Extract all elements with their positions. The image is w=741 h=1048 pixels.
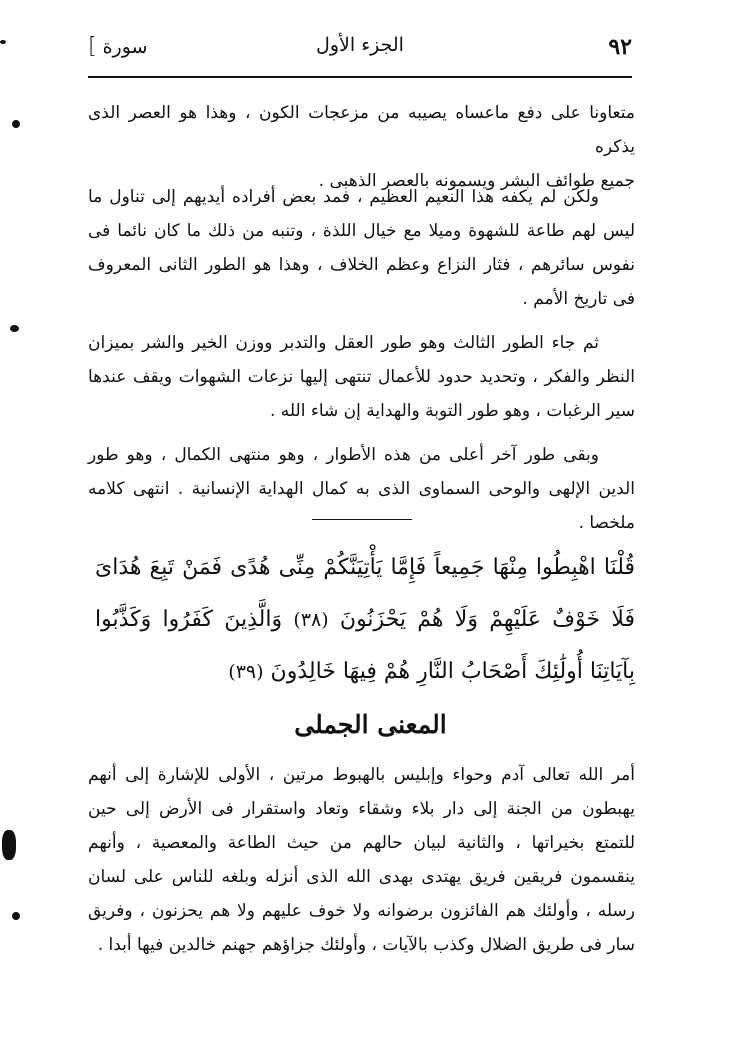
commentary-paragraph-1: ولكن لم يكفه هذا النعيم العظيم ، فمد بعض أفراده أيديهم إلى تناول ما ليس لهم طاعة للشهوة وميلا مع خيال اللذة ، وتنبه من ذلك ما كان نائما فى نفوس سائرهم ، فثار النزاع وعظم الخلاف ، وهذا هو الطور الثانى المعروف فى تاريخ الأمم . [88, 187, 635, 309]
quran-verses [95, 542, 635, 698]
verse-39: وَالَّذِينَ كَفَرُوا وَكَذَّبُوا بِآيَاتِنَا أُولَٰئِكَ أَصْحَابُ النَّارِ هُمْ فِيهَا خَالِدُونَ [95, 607, 635, 684]
page-number: ٩٢ [608, 34, 632, 60]
meaning-text [88, 758, 635, 962]
surah-label-text: سورة [102, 36, 148, 58]
header-rule [88, 76, 632, 78]
commentary-text [88, 180, 635, 540]
section-title: المعنى الجملى [294, 710, 447, 739]
intro-line-1: متعاونا على دفع ماعساه يصيبه من مزعجات الكون ، وهذا هو العصر الذى يذكره [88, 103, 635, 157]
scan-mark [2, 830, 16, 860]
scan-mark [12, 120, 20, 128]
intro-line-2: جميع طوائف البشر ويسمونه بالعصر الذهبى . [318, 171, 635, 191]
scan-mark [0, 40, 6, 44]
scan-mark [10, 325, 19, 332]
bracket-glyph: ] [88, 34, 97, 59]
surah-label [88, 34, 147, 59]
commentary-paragraph-2: ثم جاء الطور الثالث وهو طور العقل والتدبر ووزن الخير والشر بميزان النظر والفكر ، وتحديد حدود للأعمال تنتهى إليها نزعات الشهوات ويقف عندها سير الرغبات ، وهو طور التوبة والهداية إن شاء الله . [88, 333, 635, 421]
commentary-paragraph-3: وبقى طور آخر أعلى من هذه الأطوار ، وهو منتهى الكمال ، وهو طور الدين الإلهى والوحى السماوى الذى به كمال الهداية الإنسانية . انتهى كلامه ملخصا . [88, 445, 635, 533]
part-title: الجزء الأول [316, 34, 404, 56]
scan-mark [12, 912, 20, 920]
verse-38: قُلْنَا اهْبِطُوا مِنْهَا جَمِيعاً فَإِمَّا يَأْتِيَنَّكُمْ مِنِّى هُدًى فَمَنْ تَبِعَ هُدَاىَ فَلَا خَوْفٌ عَلَيْهِمْ وَلَا هُمْ يَحْزَنُونَ [95, 555, 635, 632]
section-divider [312, 519, 412, 520]
meaning-paragraph: أمر الله تعالى آدم وحواء وإبليس بالهبوط مرتين ، الأولى للإشارة إلى أنهم يهبطون من الجنة إلى دار بلاء وشقاء وتعاد واستقرار فى الأرض إلى حين للتمتع بخيراتها ، والثانية لبيان حالهم من حيث الطاعة والمعصية ، وأنهم ينقسمون فريقين فريق يهتدى بهدى الله الذى أنزله وبلغه للناس على لسان رسله ، وأولئك هم الفائزون برضوانه ولا خوف عليهم ولا هم يحزنون ، وفريق سار فى طريق الضلال وكذب بالآيات ، وأولئك جزاؤهم جهنم خالدين فيها أبدا . [88, 765, 635, 955]
verse-39-number: (٣٩) [228, 661, 264, 683]
page-header [88, 32, 632, 72]
verse-38-number: (٣٨) [293, 609, 329, 631]
